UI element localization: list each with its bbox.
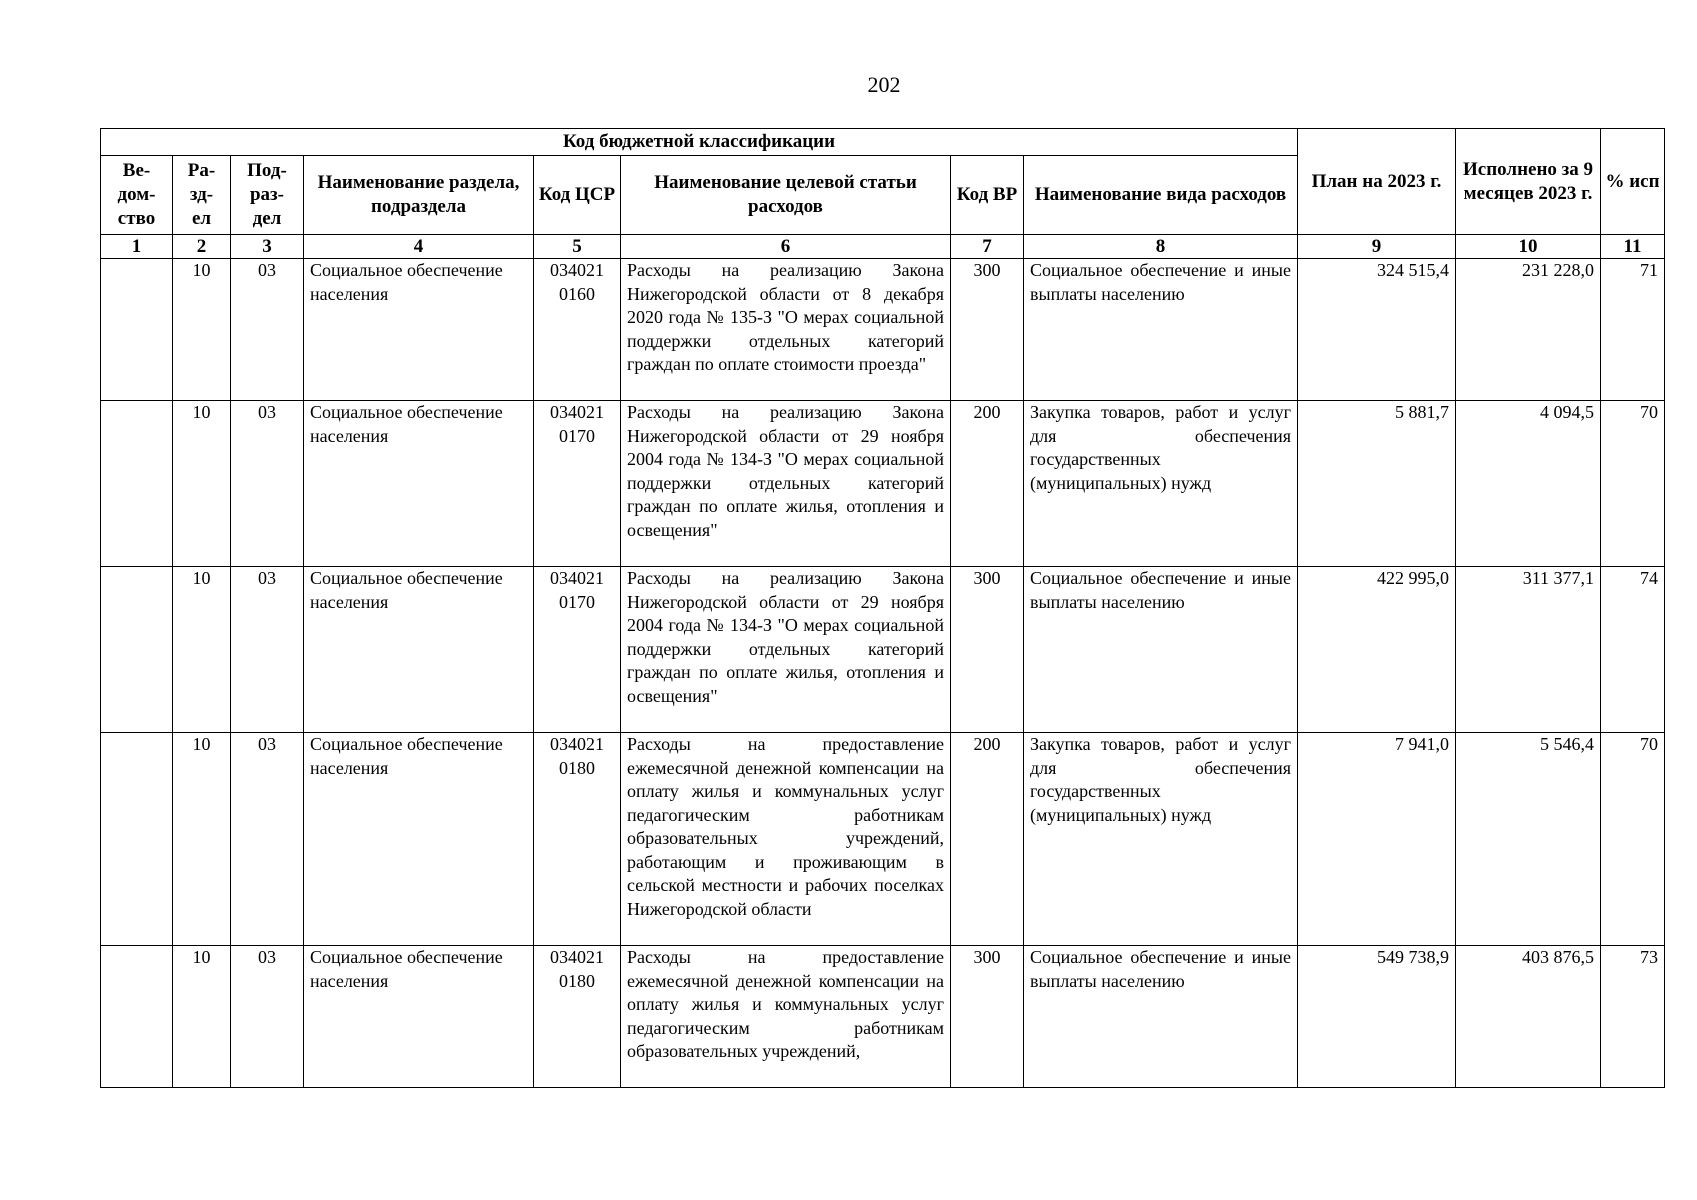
target-name-cell: Расходы на предоставление ежемесячной денежной компенсации на оплату жилья и коммунальных услуг педагогическим работникам образовательных учреждений, [621, 946, 951, 1088]
executed-cell: 231 228,0 [1456, 259, 1601, 401]
column-number: 4 [304, 235, 534, 259]
podrazdel-cell: 03 [231, 567, 304, 733]
razdel-cell: 10 [173, 946, 231, 1088]
razdel-name-cell: Социальное обеспечение населения [304, 259, 534, 401]
kod-csr-cell: 034021 0170 [534, 401, 621, 567]
vedomstvo-cell [101, 567, 173, 733]
vedomstvo-cell [101, 401, 173, 567]
percent-cell: 73 [1601, 946, 1665, 1088]
table-row [101, 567, 1665, 733]
vr-name-cell: Закупка товаров, работ и услуг для обеспечения государственных (муниципальных) нужд [1024, 733, 1298, 946]
executed-cell: 403 876,5 [1456, 946, 1601, 1088]
podrazdel-cell: 03 [231, 733, 304, 946]
podrazdel-cell: 03 [231, 259, 304, 401]
percent-cell: 70 [1601, 401, 1665, 567]
kod-csr-cell: 034021 0180 [534, 946, 621, 1088]
razdel-cell: 10 [173, 401, 231, 567]
page-number: 202 [867, 72, 901, 97]
executed-cell: 5 546,4 [1456, 733, 1601, 946]
podrazdel-cell: 03 [231, 401, 304, 567]
razdel-name-cell: Социальное обеспечение населения [304, 733, 534, 946]
column-number: 9 [1298, 235, 1456, 259]
kod-vr-header: Код ВР [951, 156, 1024, 235]
kod-csr-cell: 034021 0170 [534, 567, 621, 733]
razdel-name-cell: Социальное обеспечение населения [304, 946, 534, 1088]
column-number: 8 [1024, 235, 1298, 259]
executed-header: Исполнено за 9 месяцев 2023 г. [1456, 129, 1601, 235]
razdel-name-header: Наименование раздела, подраздела [304, 156, 534, 235]
table-row [101, 401, 1665, 567]
razdel-header: Ра- зд- ел [173, 156, 231, 235]
kod-vr-cell: 200 [951, 733, 1024, 946]
plan-header: План на 2023 г. [1298, 129, 1456, 235]
vr-name-cell: Социальное обеспечение и иные выплаты населению [1024, 946, 1298, 1088]
percent-cell: 74 [1601, 567, 1665, 733]
executed-cell: 311 377,1 [1456, 567, 1601, 733]
razdel-cell: 10 [173, 259, 231, 401]
column-number: 3 [231, 235, 304, 259]
column-number: 6 [621, 235, 951, 259]
razdel-cell: 10 [173, 733, 231, 946]
vedomstvo-cell [101, 259, 173, 401]
kod-csr-cell: 034021 0180 [534, 733, 621, 946]
target-name-cell: Расходы на предоставление ежемесячной денежной компенсации на оплату жилья и коммунальных услуг педагогическим работникам образовательных учреждений, работающим и проживающим в сельской местности и рабочих поселках Нижегородской области [621, 733, 951, 946]
plan-cell: 422 995,0 [1298, 567, 1456, 733]
executed-cell: 4 094,5 [1456, 401, 1601, 567]
column-number: 7 [951, 235, 1024, 259]
kod-vr-cell: 300 [951, 259, 1024, 401]
percent-cell: 70 [1601, 733, 1665, 946]
razdel-name-cell: Социальное обеспечение населения [304, 401, 534, 567]
column-number: 11 [1601, 235, 1665, 259]
target-name-header: Наименование целевой статьи расходов [621, 156, 951, 235]
column-number: 2 [173, 235, 231, 259]
target-name-cell: Расходы на реализацию Закона Нижегородской области от 8 декабря 2020 года № 135-З "О мерах социальной поддержки отдельных категорий граждан по оплате стоимости проезда" [621, 259, 951, 401]
kod-vr-cell: 300 [951, 946, 1024, 1088]
plan-cell: 7 941,0 [1298, 733, 1456, 946]
vr-name-header: Наименование вида расходов [1024, 156, 1298, 235]
percent-cell: 71 [1601, 259, 1665, 401]
target-name-cell: Расходы на реализацию Закона Нижегородской области от 29 ноября 2004 года № 134-З "О мерах социальной поддержки отдельных категорий граждан по оплате жилья, отопления и освещения" [621, 567, 951, 733]
vedomstvo-cell [101, 733, 173, 946]
vr-name-cell: Закупка товаров, работ и услуг для обеспечения государственных (муниципальных) нужд [1024, 401, 1298, 567]
table-row [101, 733, 1665, 946]
podrazdel-cell: 03 [231, 946, 304, 1088]
budget-table [100, 128, 1665, 1088]
target-name-cell: Расходы на реализацию Закона Нижегородской области от 29 ноября 2004 года № 134-З "О мерах социальной поддержки отдельных категорий граждан по оплате жилья, отопления и освещения" [621, 401, 951, 567]
budget-classification-header: Код бюджетной классификации [101, 129, 1298, 156]
podrazdel-header: Под- раз- дел [231, 156, 304, 235]
kod-vr-cell: 200 [951, 401, 1024, 567]
column-number: 1 [101, 235, 173, 259]
kod-csr-cell: 034021 0160 [534, 259, 621, 401]
kod-vr-cell: 300 [951, 567, 1024, 733]
percent-header: % исп [1601, 129, 1665, 235]
vedomstvo-cell [101, 946, 173, 1088]
table-row [101, 946, 1665, 1088]
razdel-cell: 10 [173, 567, 231, 733]
plan-cell: 324 515,4 [1298, 259, 1456, 401]
column-number: 10 [1456, 235, 1601, 259]
column-number: 5 [534, 235, 621, 259]
razdel-name-cell: Социальное обеспечение населения [304, 567, 534, 733]
plan-cell: 5 881,7 [1298, 401, 1456, 567]
vr-name-cell: Социальное обеспечение и иные выплаты населению [1024, 259, 1298, 401]
kod-csr-header: Код ЦСР [534, 156, 621, 235]
vedomstvo-header: Ве- дом- ство [101, 156, 173, 235]
table-row [101, 259, 1665, 401]
vr-name-cell: Социальное обеспечение и иные выплаты населению [1024, 567, 1298, 733]
plan-cell: 549 738,9 [1298, 946, 1456, 1088]
